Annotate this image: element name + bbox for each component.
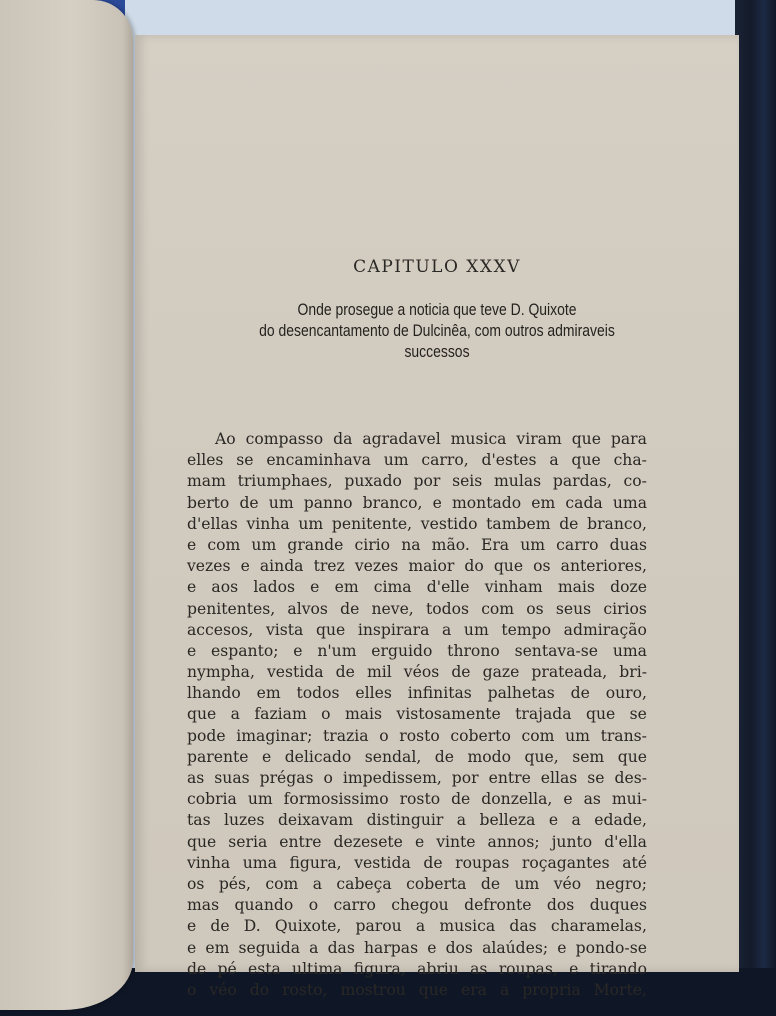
body-line: e aos lados e em cima d'elle vinham mais doze xyxy=(187,578,647,597)
body-line: e com um grande cirio na mão. Era um carro duas xyxy=(187,535,647,554)
body-line: d'ellas vinha um penitente, vestido tambem de branco, xyxy=(187,514,647,533)
body-line: lhando em todos elles infinitas palhetas de ouro, xyxy=(187,684,647,703)
body-line: que seria entre dezesete e vinte annos; junto d'ella xyxy=(187,832,647,851)
body-line: pode imaginar; trazia o rosto coberto com um trans- xyxy=(187,726,647,745)
left-page-curled xyxy=(0,0,133,1010)
subtitle-line: successos xyxy=(404,342,470,361)
body-line: os pés, com a cabeça coberta de um véo negro; xyxy=(187,874,647,893)
body-line: e de D. Quixote, parou a musica das charamelas, xyxy=(187,917,647,936)
body-line: cobria um formosissimo rosto de donzella, e as mui- xyxy=(187,790,647,809)
chapter-title: CAPITULO XXXV xyxy=(353,257,521,277)
body-line: mam triumphaes, puxado por seis mulas pardas, co- xyxy=(187,472,647,491)
body-line: penitentes, alvos de neve, todos com os seus cirios xyxy=(187,599,647,618)
body-line: vinha uma figura, vestida de roupas roçagantes até xyxy=(187,853,647,872)
body-line: e espanto; e n'um erguido throno sentava-se uma xyxy=(187,641,647,660)
book-cover-right xyxy=(735,0,776,1016)
body-line: elles se encaminhava um carro, d'estes a que cha- xyxy=(187,451,647,470)
body-line: accesos, vista que inspirara a um tempo admiração xyxy=(187,620,647,639)
body-line: parente e delicado sendal, de modo que, sem que xyxy=(187,747,647,766)
body-line: as suas prégas o impedissem, por entre ellas se des- xyxy=(187,769,647,787)
body-line: e em seguida a das harpas e dos alaúdes; e pondo-se xyxy=(187,938,647,957)
body-line: berto de um panno branco, e montado em cada uma xyxy=(187,493,647,512)
body-line: de pé esta ultima figura, abriu as roupas, e tirando xyxy=(187,959,647,978)
right-page xyxy=(135,35,739,999)
body-text xyxy=(187,429,647,1001)
subtitle-line: do desencantamento de Dulcinêa, com outros admiraveis xyxy=(259,321,615,340)
chapter-subtitle xyxy=(189,299,684,362)
body-line: mas quando o carro chegou defronte dos duques xyxy=(187,896,647,915)
body-line: o véo do rosto, mostrou que era a propria Morte, xyxy=(187,980,647,999)
body-line: Ao compasso da agradavel musica viram que para xyxy=(215,430,647,448)
body-line: nympha, vestida de mil véos de gaze prateada, bri- xyxy=(187,663,647,682)
body-line: vezes e ainda trez vezes maior do que os anteriores, xyxy=(187,557,647,576)
body-line: tas luzes deixavam distinguir a belleza e a edade, xyxy=(187,811,647,830)
subtitle-line: Onde prosegue a noticia que teve D. Quixote xyxy=(297,300,577,319)
body-line: que a faziam o mais vistosamente trajada que se xyxy=(187,705,647,724)
